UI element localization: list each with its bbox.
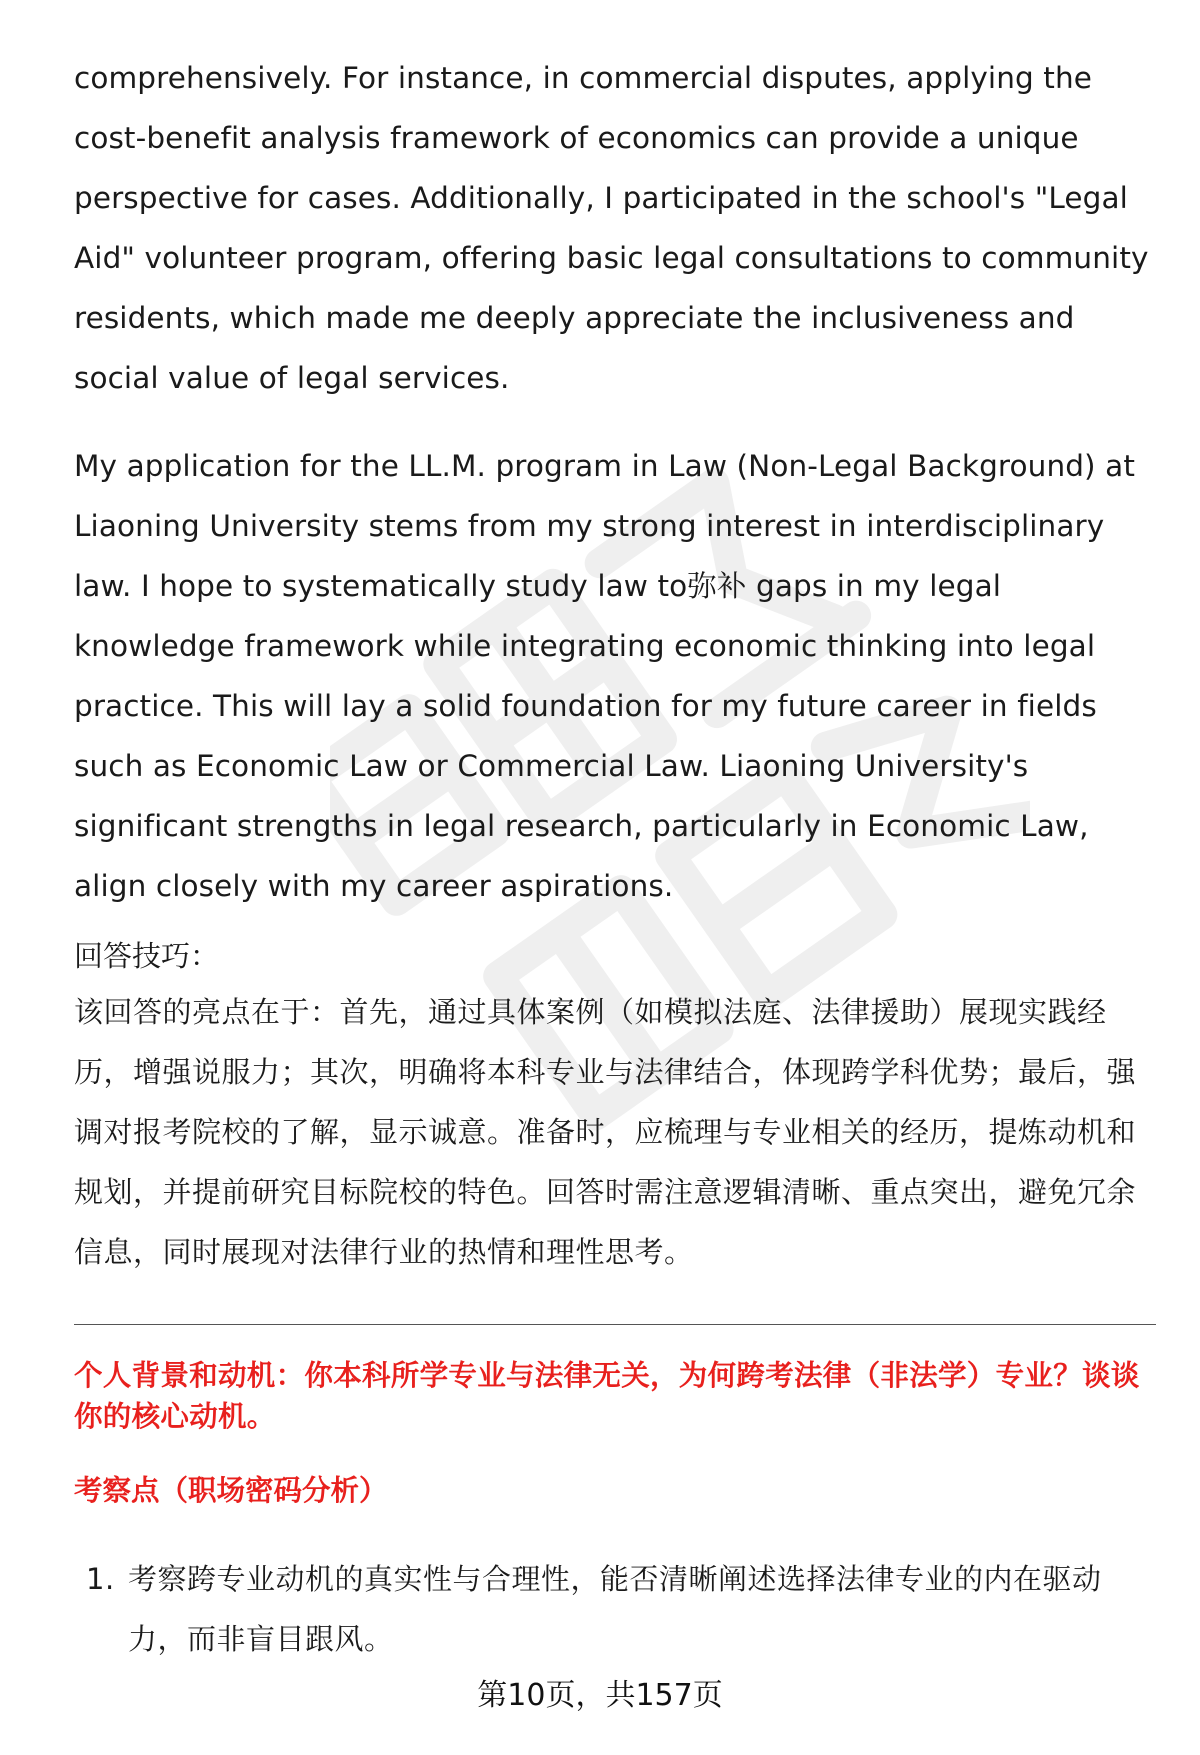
body-paragraph: My application for the LL.M. program in Law (Non-Legal Background) at Liaoning University stems from my strong interest in interdisciplinary law. I hope to systematically study law to弥补 gaps in my legal knowledge framework while integrating economic thinking into legal practice. This will lay a solid foundation for my future career in fields such as Economic Law or Commercial Law. Liaoning University's significant strengths in legal research, particularly in Economic Law, align closely with my career aspirations. (74, 449, 1135, 903)
answer-tips (74, 936, 1154, 1282)
page-number: 第10页，共157页 (477, 1678, 723, 1713)
list-item (74, 1549, 1154, 1669)
tips-body: 该回答的亮点在于：首先，通过具体案例（如模拟法庭、法律援助）展现实践经历，增强说服力；其次，明确将本科专业与法律结合，体现跨学科优势；最后，强调对报考院校的了解，显示诚意。准备时，应梳理与专业相关的经历，提炼动机和规划，并提前研究目标院校的特色。回答时需注意逻辑清晰、重点突出，避免冗余信息，同时展现对法律行业的热情和理性思考。 (74, 995, 1137, 1269)
section-divider (74, 1324, 1156, 1325)
section-title: 考察点（职场密码分析） (74, 1474, 388, 1507)
assessment-points (74, 1549, 1154, 1669)
document-page (74, 48, 1154, 1669)
question-heading: 个人背景和动机：你本科所学专业与法律无关，为何跨考法律（非法学）专业？谈谈你的核心动机。 (74, 1359, 1140, 1433)
tips-label: 回答技巧： (74, 939, 220, 973)
list-item-number: 1. (86, 1562, 115, 1596)
list-item-text: 考察跨专业动机的真实性与合理性，能否清晰阐述选择法律专业的内在驱动力，而非盲目跟风。 (128, 1562, 1102, 1656)
body-paragraph: comprehensively. For instance, in commercial disputes, applying the cost-benefit analysis framework of economics can provide a unique perspective for cases. Additionally, I participated in the school's "Legal Aid" volunteer program, offering basic legal consultations to community residents, which made me deeply appreciate the inclusiveness and social value of legal services. (74, 61, 1149, 395)
